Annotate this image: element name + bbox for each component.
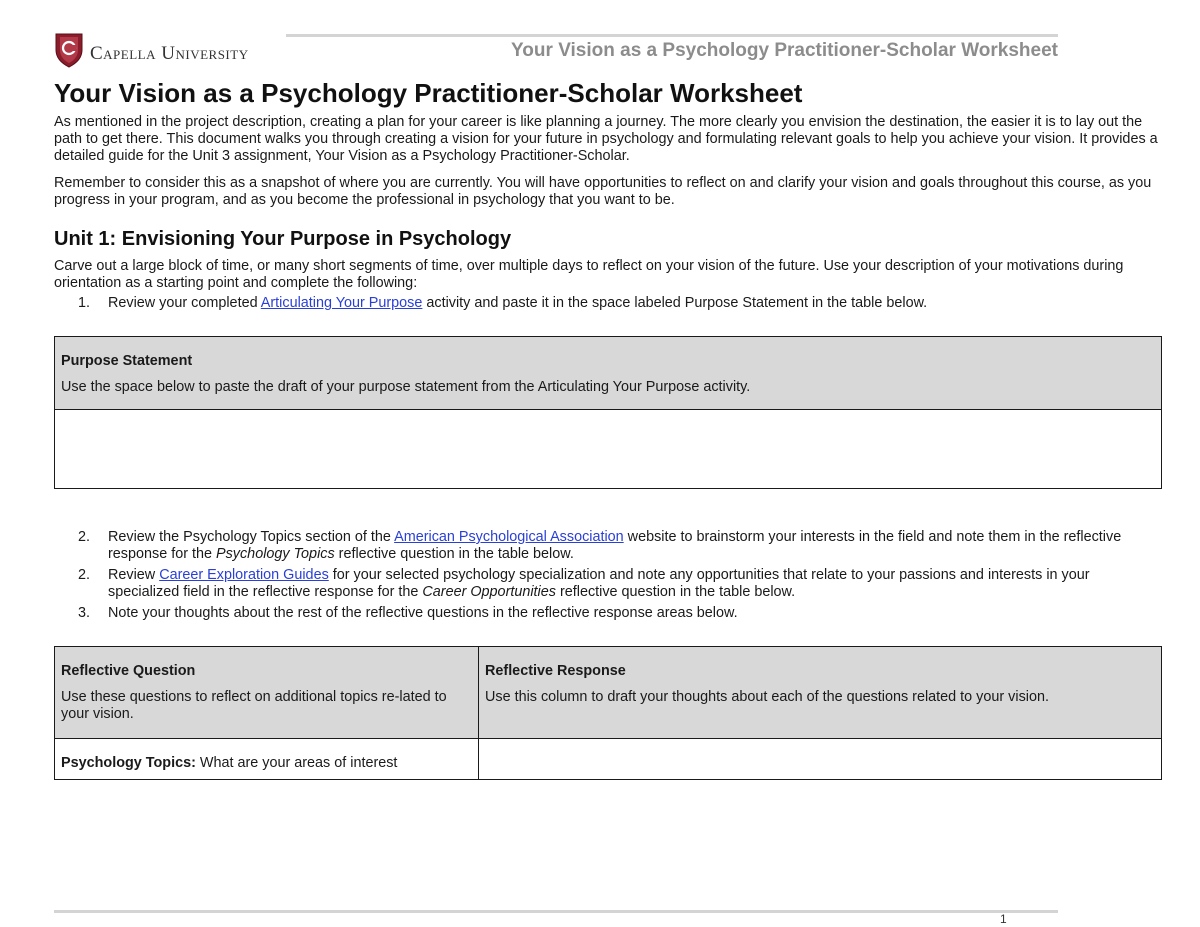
list-text: Review your completed [108,295,261,311]
list-number: 2. [78,529,91,545]
list-italic: Psychology Topics [216,546,335,562]
reflective-questions-table [54,646,1162,780]
purpose-header-cell [55,337,1162,410]
response-col-description: Use this column to draft your thoughts about each of the questions related to your vision. [485,689,1049,705]
career-guides-link[interactable]: Career Exploration Guides [159,567,329,583]
response-col-title: Reflective Response [485,663,626,679]
purpose-description: Use the space below to paste the draft of your purpose statement from the Articulating Your Purpose activity. [61,379,751,395]
instruction-list-1 [54,295,1162,312]
shield-icon [54,32,84,68]
question-text: What are your areas of interest [195,755,398,771]
page-number: 1 [1000,912,1007,926]
purpose-response-cell[interactable] [55,410,1162,489]
page-title: Your Vision as a Psychology Practitioner-Scholar Worksheet [54,78,803,108]
unit-heading: Unit 1: Envisioning Your Purpose in Psychology [54,228,512,250]
list-number: 1. [78,295,91,311]
table-row [55,410,1162,489]
page-header [54,30,1058,68]
logo-text: Capella University [90,43,249,64]
document-body [54,76,1162,780]
table-header-row [55,337,1162,410]
list-number: 3. [78,605,91,621]
list-text: Review [108,567,160,583]
intro-paragraph-2: Remember to consider this as a snapshot of where you are currently. You will have opportunities to reflect on and clarify your vision and goals throughout this course, as you progress in your program, and as you become the professional in psychology that you want to be. [54,175,1152,208]
list-item [54,605,1162,622]
apa-link[interactable]: American Psychological Association [394,529,624,545]
response-header-cell [479,647,1162,739]
list-text: website to brainstorm your interests in the field and note them in the reflective response for the [108,529,1122,562]
intro-paragraph-1: As mentioned in the project description, creating a plan for your career is like planning a journey. The more clearly you envision the destination, the easier it is to lay out the path to get there. This document walks you through creating a vision for your future in psychology and formulating relevant goals to help you achieve your vision. It provides a detailed guide for the Unit 3 assignment, Your Vision as a Psychology Practitioner-Scholar. [54,114,1158,164]
list-item [54,567,1162,601]
header-doc-title: Your Vision as a Psychology Practitioner-Scholar Worksheet [511,40,1058,61]
instruction-list-2 [54,529,1162,622]
table-header-row [55,647,1162,739]
list-text: reflective question in the table below. [555,584,796,600]
list-text: reflective question in the table below. [334,546,574,562]
header-rule [286,34,1058,37]
list-text: Note your thoughts about the rest of the reflective questions in the reflective response areas below. [108,605,738,621]
list-text: activity and paste it in the space labeled Purpose Statement in the table below. [422,295,928,311]
response-cell[interactable] [479,739,1162,780]
list-text: Review the Psychology Topics section of the [108,529,395,545]
list-italic: Career Opportunities [422,584,556,600]
purpose-title: Purpose Statement [61,353,193,369]
question-col-description: Use these questions to reflect on additional topics re-lated to your vision. [61,689,447,722]
list-text: for your selected psychology specialization and note any opportunities that relate to your passions and interests in your specialized field in the reflective response for the [108,567,1090,600]
unit-intro: Carve out a large block of time, or many short segments of time, over multiple days to reflect on your vision of the future. Use your description of your motivations during orientation as a starting point and complete the following: [54,258,1124,291]
question-cell [55,739,479,780]
table-row [55,739,1162,780]
footer-rule [54,910,1058,913]
question-label: Psychology Topics: [61,755,196,771]
capella-logo [54,32,249,68]
question-col-title: Reflective Question [61,663,196,679]
question-header-cell [55,647,479,739]
articulating-purpose-link[interactable]: Articulating Your Purpose [260,295,423,311]
list-number: 2. [78,567,91,583]
list-item [54,295,1162,312]
list-item [54,529,1162,563]
purpose-statement-table [54,336,1162,489]
